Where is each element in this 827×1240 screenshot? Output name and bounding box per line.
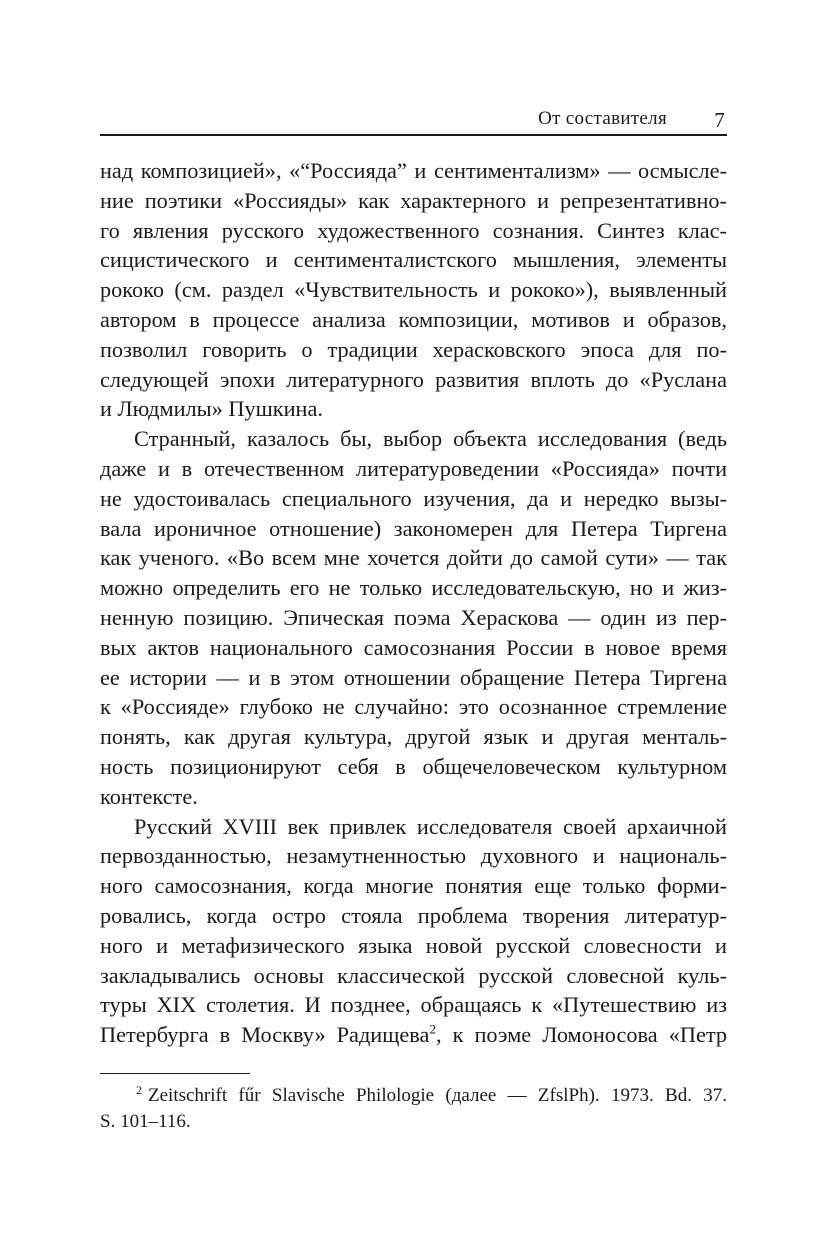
text-line: над композицией», «“Россияда” и сентиментализм» — осмысле- [100, 158, 727, 183]
text-line: вала ироничное отношение) закономерен для Петера Тиргена [100, 515, 727, 541]
text-line: Странный, казалось бы, выбор объекта исследования (ведь [134, 426, 727, 452]
text-line: го явления русского художественного сознания. Синтез клас- [100, 217, 727, 243]
text-line: сицистического и сентименталистского мышления, элементы [100, 247, 727, 273]
footnote-marker: 2 [136, 1083, 142, 1097]
main-text [100, 156, 727, 1050]
text-line: контексте. [100, 783, 198, 809]
running-title: От составителя [538, 108, 667, 129]
text-line: туры XIX столетия. И позднее, обращаясь к «Путешествию из [100, 992, 727, 1018]
text-line: не удостоивалась специального изучения, да и нередко вызы- [100, 485, 727, 511]
text-line: позволил говорить о традиции херасковского эпоса для по- [100, 336, 727, 362]
footnote-text: Zeitschrift fűr Slavische Philologie (далее — ZfslPh). 1973. Bd. 37. [148, 1085, 727, 1106]
footnote [100, 1083, 727, 1135]
text-line: следующей эпохи литературного развития вплоть до «Руслана [100, 366, 727, 392]
page-number: 7 [714, 108, 725, 132]
text-line: и Людмилы» Пушкина. [100, 396, 323, 422]
text-line: автором в процессе анализа композиции, мотивов и образов, [100, 306, 727, 332]
text-line: ного самосознания, когда многие понятия еще только форми- [100, 873, 727, 899]
text-line: первозданностью, незамутненностью духовного и националь- [100, 843, 727, 869]
text-line: ненную позицию. Эпическая поэма Хераскова — один из пер- [100, 604, 727, 630]
footnote-line: S. 101–116. [100, 1111, 191, 1132]
text-segment: Петербурга в Москву» Радищева [100, 1022, 430, 1048]
footnote-reference[interactable]: 2 [429, 1021, 436, 1037]
text-line: ность позиционируют себя в общечеловеческом культурном [100, 753, 727, 779]
text-line: ние поэтики «Россияды» как характерного и репрезентативно- [100, 187, 727, 213]
text-line: Русский XVIII век привлек исследователя своей архаичной [134, 813, 727, 839]
text-line: ровались, когда остро стояла проблема творения литератур- [100, 902, 727, 928]
text-line: ного и метафизического языка новой русской словесности и [100, 932, 727, 958]
text-line: вых актов национального самосознания России в новое время [100, 634, 727, 660]
text-line: даже и в отечественном литературоведении «Россияда» почти [100, 455, 727, 481]
text-line: можно определить его не только исследовательскую, но и жиз- [100, 575, 727, 601]
text-line: закладывались основы классической русской словесной куль- [100, 962, 727, 988]
text-line-with-footnote [100, 1020, 727, 1050]
text-line: к «Россияде» глубоко не случайно: это осознанное стремление [100, 694, 727, 720]
text-line: рококо (см. раздел «Чувствительность и рококо»), выявленный [100, 277, 727, 303]
text-segment: , к поэме Ломоносова «Петр [435, 1022, 727, 1048]
footnote-line [100, 1083, 727, 1109]
running-header [100, 106, 727, 136]
text-line: ее истории — и в этом отношении обращение Петера Тиргена [100, 664, 727, 690]
footnote-divider [100, 1073, 250, 1074]
text-line: как ученого. «Во всем мне хочется дойти до самой сути» — так [100, 545, 727, 571]
text-line: понять, как другая культура, другой язык и другая менталь- [100, 724, 727, 750]
